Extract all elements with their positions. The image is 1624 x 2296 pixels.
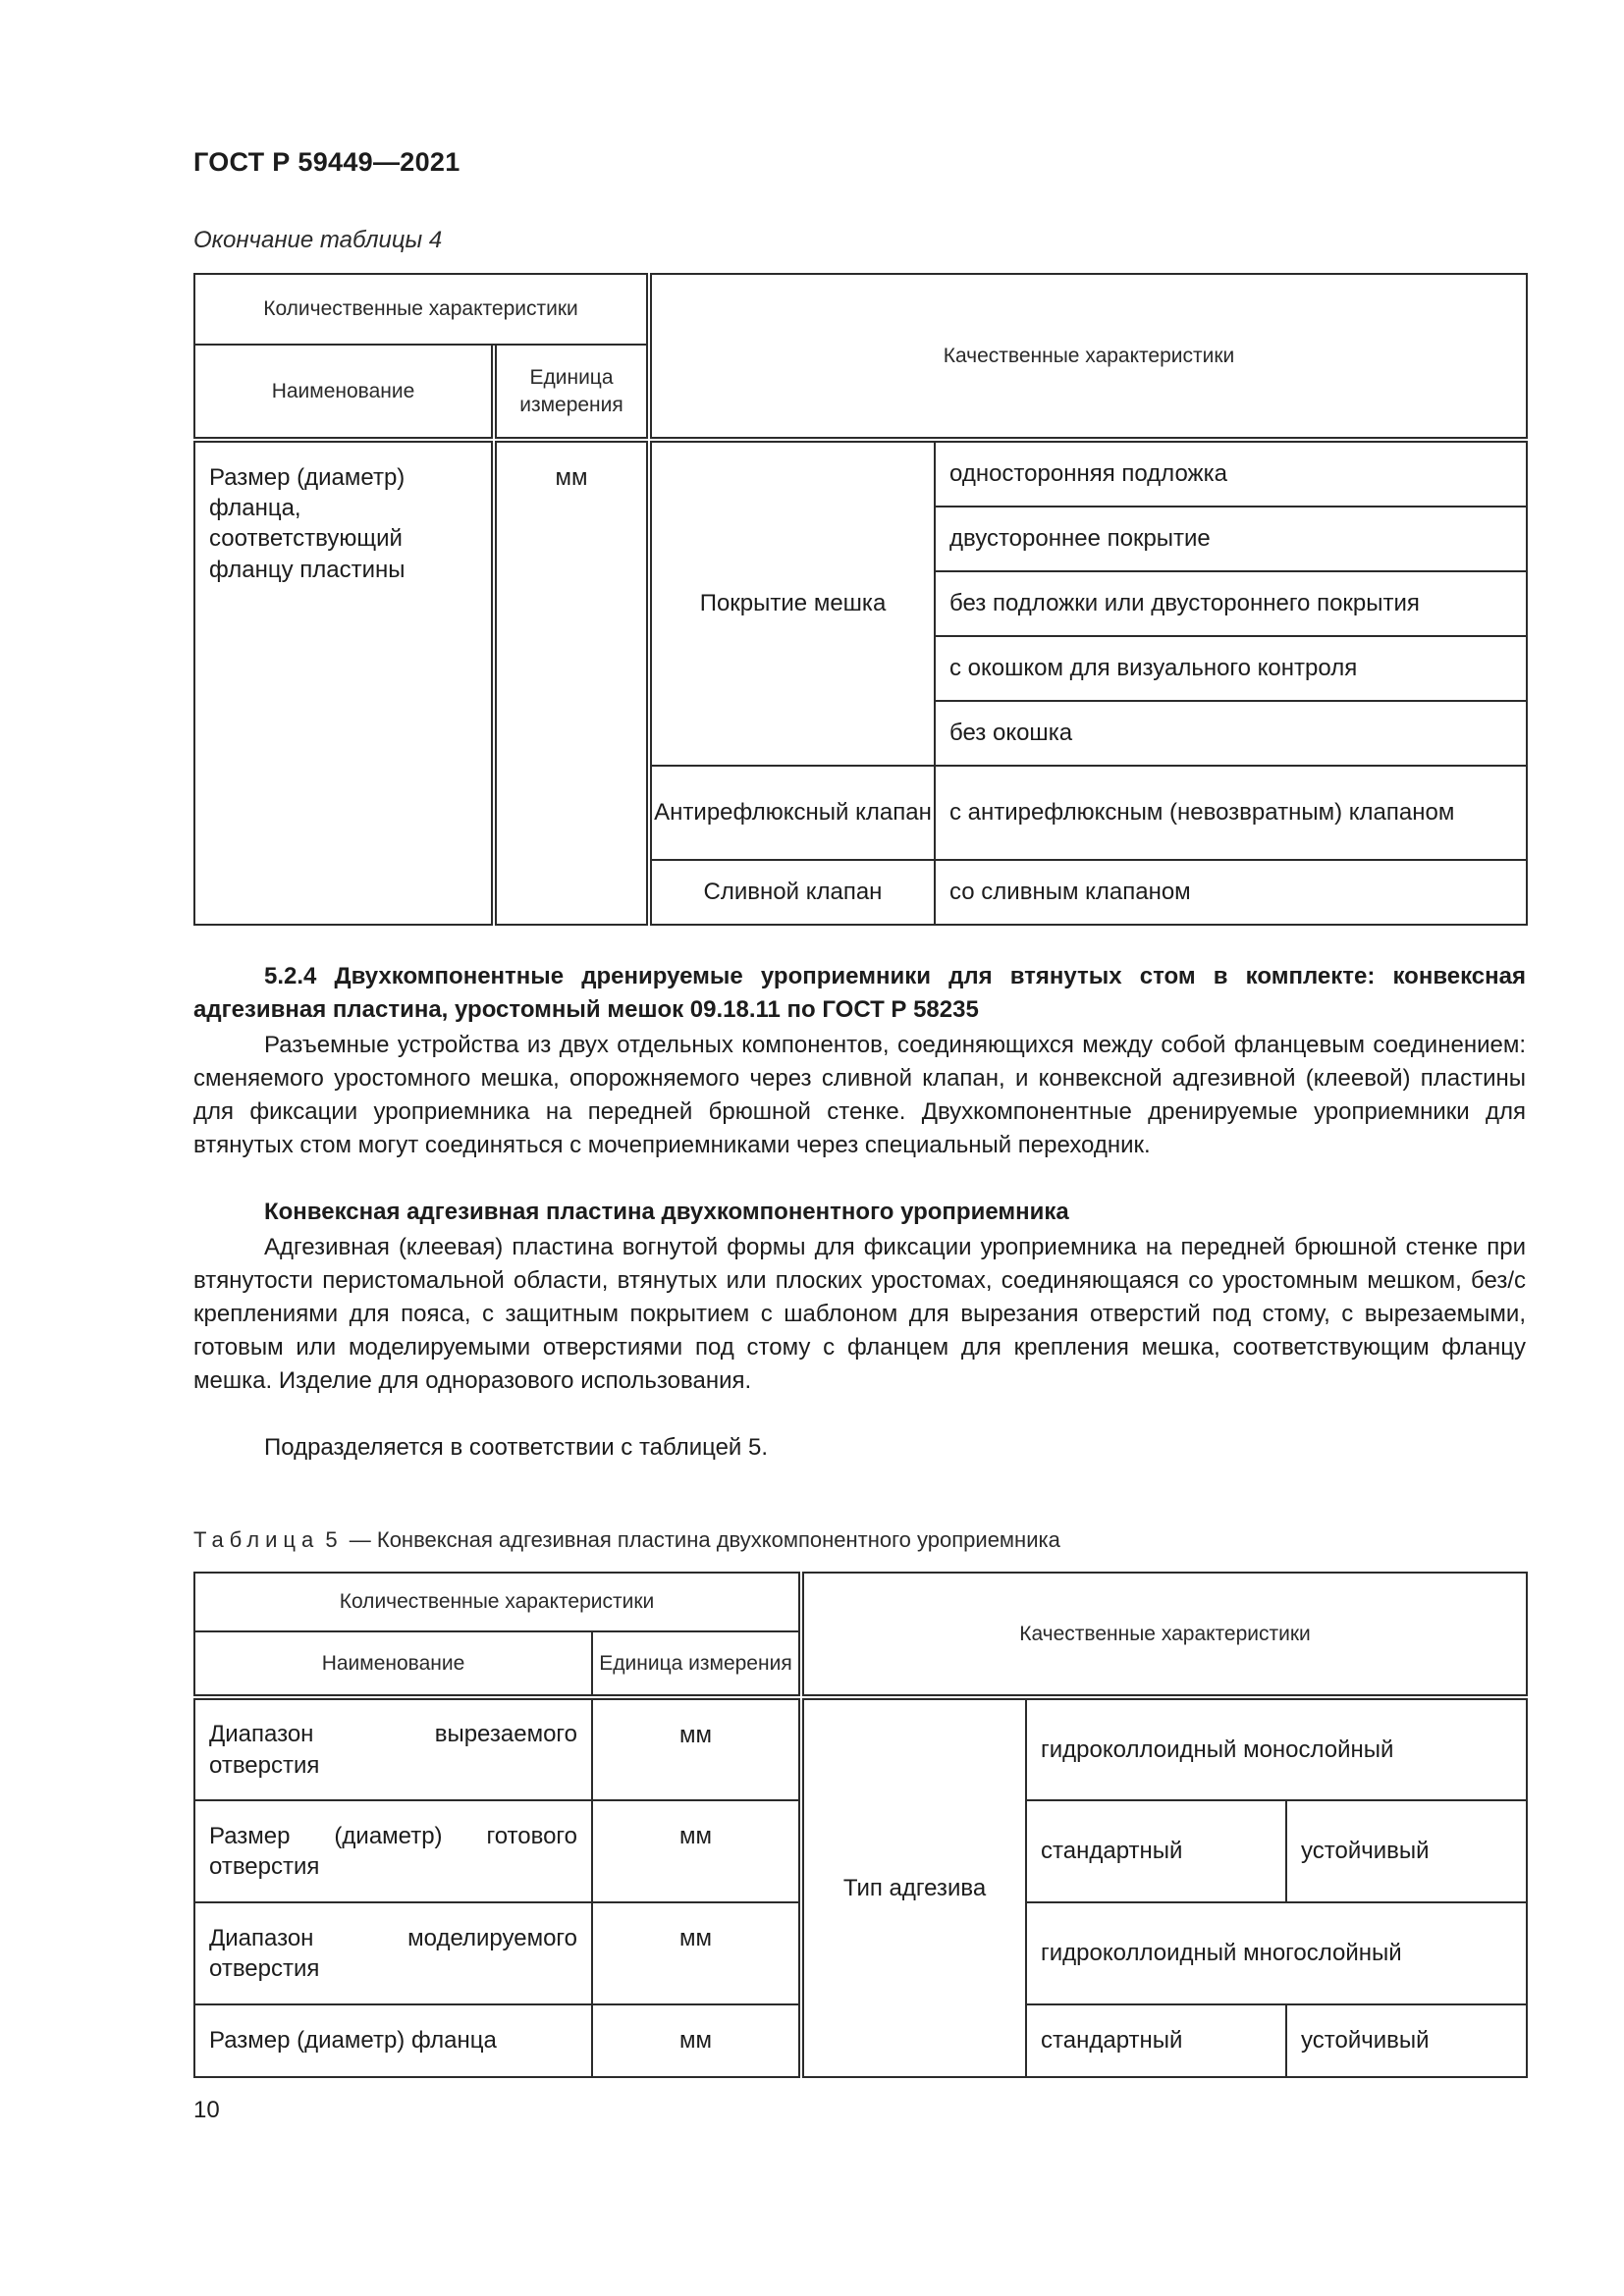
caption-text: — Конвексная адгезивная пластина двухкомпонентного уроприемника <box>349 1527 1060 1552</box>
table-cell-unit: мм <box>592 1699 799 1800</box>
group-label-bag-coating: Покрытие мешка <box>651 442 935 766</box>
table-continuation-caption: Окончание таблицы 4 <box>193 227 443 253</box>
section-title <box>193 960 1526 1027</box>
document-code: ГОСТ Р 59449—2021 <box>193 147 460 177</box>
table-cell-name: Размер (диаметр) фланца, соответствующий фланцу пластины <box>194 442 492 925</box>
paragraph-text: Адгезивная (клеевая) пластина вогнутой формы для фиксации уроприемника на передней брюшной стенке при втянутости перистомальной области, втянутых или плоских уростомах, соединяющаяся со уростомным мешком, без/с креплениями для пояса, с защитным покрытием с шаблоном для вырезания отверстий под стому, с вырезаемыми, готовым или моделируемыми отверстиями под стому с фланцем для крепления мешка, соответствующим фланцу мешка. Изделие для одноразового использования. <box>193 1234 1526 1394</box>
table-cell-unit: мм <box>592 2004 799 2077</box>
table-5-caption <box>193 1527 1060 1553</box>
option-cell: гидроколлоидный многослойный <box>1026 1902 1527 2004</box>
option-cell: устойчивый <box>1286 1800 1527 1902</box>
option-cell: гидроколлоидный монослойный <box>1026 1699 1527 1800</box>
option-cell: без окошка <box>935 701 1527 766</box>
header-name: Наименование <box>194 345 492 438</box>
table-cell-name: Диапазон вырезаемого отверстия <box>194 1699 592 1800</box>
table-cell-name: Размер (диаметр) готового отверстия <box>194 1800 592 1902</box>
group-label-antireflux-valve: Антирефлюксный клапан <box>651 766 935 860</box>
option-cell: односторонняя подложка <box>935 442 1527 507</box>
table-5 <box>193 1572 1528 2078</box>
header-unit: Единица измерения <box>592 1631 799 1695</box>
table-cell-name: Размер (диаметр) фланца <box>194 2004 592 2077</box>
option-cell: двустороннее покрытие <box>935 507 1527 571</box>
option-cell: со сливным клапаном <box>935 860 1527 925</box>
option-cell: без подложки или двустороннего покрытия <box>935 571 1527 636</box>
table-cell-name: Диапазон моделируемого отверстия <box>194 1902 592 2004</box>
header-qualitative: Качественные характеристики <box>803 1573 1527 1695</box>
table-cell-unit: мм <box>592 1800 799 1902</box>
option-cell: с окошком для визуального контроля <box>935 636 1527 701</box>
paragraph <box>193 1231 1526 1398</box>
paragraph: Подразделяется в соответствии с таблицей 5. <box>264 1434 769 1461</box>
header-quantitative: Количественные характеристики <box>194 1573 799 1631</box>
option-cell: устойчивый <box>1286 2004 1527 2077</box>
section-title-text: 5.2.4 Двухкомпонентные дренируемые уроприемники для втянутых стом в комплекте: конвексная адгезивная пластина, уростомный мешок 09.18.11 по ГОСТ Р 58235 <box>193 963 1526 1023</box>
paragraph-text: Разъемные устройства из двух отдельных компонентов, соединяющихся между собой фланцевым соединением: сменяемого уростомного мешка, опорожняемого через сливной клапан, и конвексной адгезивной (клеевой) пластины для фиксации уроприемника на передней брюшной стенке. Двухкомпонентные дренируемые уроприемники для втянутых стом могут соединяться с мочеприемниками через специальный переходник. <box>193 1032 1526 1158</box>
caption-number: 5 <box>325 1527 344 1552</box>
group-label-adhesive-type: Тип адгезива <box>803 1699 1026 2077</box>
option-cell: стандартный <box>1026 1800 1286 1902</box>
subsection-title: Конвексная адгезивная пластина двухкомпонентного уроприемника <box>264 1199 1069 1225</box>
header-name: Наименование <box>194 1631 592 1695</box>
page-number: 10 <box>193 2097 220 2123</box>
header-quantitative: Количественные характеристики <box>194 274 647 345</box>
caption-word: Таблица <box>193 1527 320 1552</box>
option-cell: с антирефлюксным (невозвратным) клапаном <box>935 766 1527 860</box>
group-label-drain-valve: Сливной клапан <box>651 860 935 925</box>
table-cell-unit: мм <box>592 1902 799 2004</box>
table-cell-unit: мм <box>496 442 647 925</box>
header-qualitative: Качественные характеристики <box>651 274 1527 438</box>
header-unit: Единица измерения <box>496 345 647 438</box>
option-cell: стандартный <box>1026 2004 1286 2077</box>
paragraph <box>193 1029 1526 1162</box>
table-4 <box>193 273 1528 926</box>
